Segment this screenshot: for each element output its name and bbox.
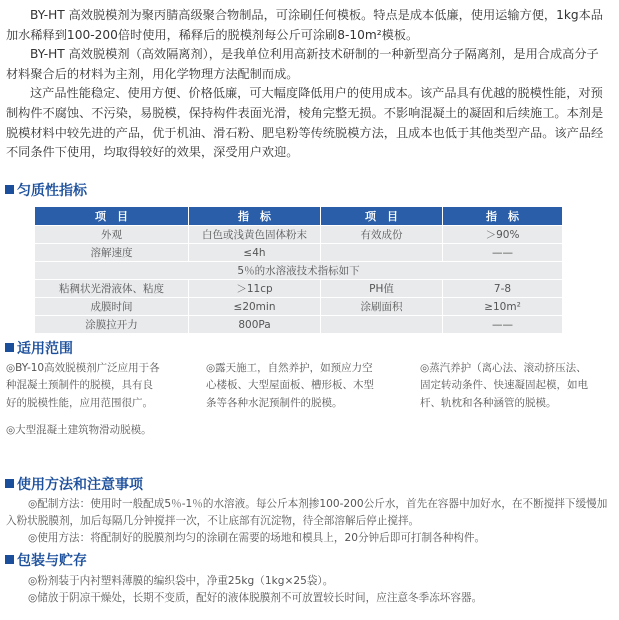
table-header: 指 标 — [189, 207, 321, 226]
table-row — [35, 226, 563, 244]
table-header: 指 标 — [443, 207, 563, 226]
table-cell: 涂刷面积 — [321, 298, 443, 316]
scope-item: ◎露天施工，自然养护，如预应力空心楼板、大型屋面板、槽形板、木型条等各种水泥预制件的脱模。 — [206, 362, 374, 409]
table-header: 项 目 — [35, 207, 189, 226]
pack-text — [6, 573, 612, 607]
scope-column-2 — [206, 360, 374, 412]
section-title-scope: 适用范围 — [5, 340, 73, 358]
usage-paragraph: ◎使用方法：将配制好的脱膜剂均匀的涂刷在需要的场地和模具上，20分钟后即可打制各种构件。 — [28, 532, 486, 545]
scope-item: ◎大型混凝土建筑物滑动脱模。 — [6, 424, 152, 437]
square-bullet-icon — [5, 555, 14, 564]
table-cell: 800Pa — [189, 316, 321, 334]
scope-item: ◎蒸汽养护（离心法、滚动挤压法、固定转动条件、快速凝固起模，如电杆、轨枕和各种涵管的脱模。 — [420, 362, 588, 409]
usage-paragraph: ◎配制方法：使用时一般配成5％-1％的水溶液。每公斤本剂掺100-200公斤水，首先在容器中加好水，在不断搅拌下缓慢加入粉状脱膜剂，加后每隔几分钟搅拌一次，不让底部有沉淀物，待全部溶解后停止搅拌。 — [6, 498, 608, 528]
spec-table — [34, 206, 563, 334]
usage-text — [6, 496, 612, 548]
table-cell: ≥10m² — [443, 298, 563, 316]
intro-text — [6, 6, 610, 163]
table-cell: 7-8 — [443, 280, 563, 298]
table-row — [35, 244, 563, 262]
intro-paragraph-2: BY-HT 高效脱模剂（高效隔离剂），是我单位利用高新技术研制的一种新型高分子隔离剂，是用合成高分子材料聚合后的材料为主剂，用化学物理方法配制而成。 — [6, 47, 599, 81]
table-cell: ＞90% — [443, 226, 563, 244]
scope-column-3 — [420, 360, 588, 412]
table-cell: 有效成份 — [321, 226, 443, 244]
table-cell-note: 5％的水溶液技术指标如下 — [35, 262, 563, 280]
table-cell: 溶解速度 — [35, 244, 189, 262]
table-cell: 白色或浅黄色固体粉末 — [189, 226, 321, 244]
table-row — [35, 298, 563, 316]
table-cell: ≤20min — [189, 298, 321, 316]
pack-paragraph: ◎粉剂装于内衬塑料薄膜的编织袋中，净重25kg（1kg×25袋）。 — [28, 575, 334, 587]
table-cell: PH值 — [321, 280, 443, 298]
square-bullet-icon — [5, 343, 14, 352]
intro-paragraph-1: BY-HT 高效脱模剂为聚丙腈高级聚合物制品，可涂刷任何模板。特点是成本低廉，使用运输方便，1kg本品加水稀释到100-200倍时使用，稀释后的脱模剂每公斤可涂刷8-10m²模板。 — [6, 8, 603, 42]
table-row — [35, 262, 563, 280]
table-header-row — [35, 207, 563, 226]
table-cell: 外观 — [35, 226, 189, 244]
table-cell: ≤4h — [189, 244, 321, 262]
table-cell — [321, 244, 443, 262]
square-bullet-icon — [5, 479, 14, 488]
pack-paragraph: ◎储放于阴凉干燥处，长期不变质，配好的液体脱膜剂不可放置较长时间，应注意冬季冻坏容器。 — [28, 592, 483, 605]
table-row — [35, 280, 563, 298]
scope-item: ◎BY-10高效脱模剂广泛应用于各种混凝土预制件的脱模，具有良好的脱模性能，应用范围很广。 — [6, 362, 160, 409]
table-cell: ＞11cp — [189, 280, 321, 298]
table-cell: —— — [443, 316, 563, 334]
table-cell: 粘稠状光滑液体、粘度 — [35, 280, 189, 298]
intro-paragraph-3: 这产品性能稳定、使用方便、价格低廉，可大幅度降低用户的使用成本。该产品具有优越的脱模性能，对预制构件不腐蚀、不污染，易脱模，保持构件表面光滑，棱角完整无损。不影响混凝土的凝固和后续施工。本剂是脱模材料中较先进的产品，优于机油、滑石粉、肥皂粉等传统脱模方法，且成本也低于其他类型产品。该产品经不同条件下使用，均取得较好的效果，深受用户欢迎。 — [6, 86, 604, 160]
scope-column-1 — [6, 360, 162, 440]
table-header: 项 目 — [321, 207, 443, 226]
square-bullet-icon — [5, 185, 14, 194]
table-cell: 成膜时间 — [35, 298, 189, 316]
table-cell: —— — [443, 244, 563, 262]
table-cell — [321, 316, 443, 334]
table-cell: 涂膜拉开力 — [35, 316, 189, 334]
section-title-usage: 使用方法和注意事项 — [5, 476, 143, 494]
section-title-spec: 匀质性指标 — [5, 182, 87, 200]
table-row — [35, 316, 563, 334]
section-title-pack: 包装与贮存 — [5, 552, 87, 570]
